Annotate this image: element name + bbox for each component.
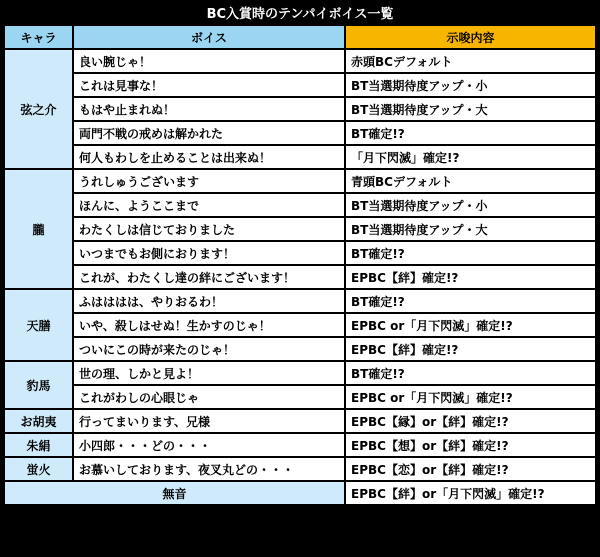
table-row: [5, 434, 595, 456]
voice-cell: ついにこの時が来たのじゃ！: [74, 338, 344, 360]
table-row: [5, 194, 595, 216]
voice-cell: ふはははは、やりおるわ！: [74, 290, 344, 312]
table-row: [5, 50, 595, 72]
header-row: [5, 26, 595, 48]
voice-cell: 行ってまいります、兄様: [74, 410, 344, 432]
table-row: [5, 266, 595, 288]
table-row: [5, 74, 595, 96]
hint-cell: BT確定!?: [346, 362, 595, 384]
voice-cell: わたくしは信じておりました: [74, 218, 344, 240]
chara-cell: 豹馬: [5, 362, 72, 408]
header-chara: キャラ: [5, 26, 72, 48]
hint-cell: BT当選期待度アップ・大: [346, 98, 595, 120]
voice-cell: 両門不戦の戒めは解かれた: [74, 122, 344, 144]
chara-cell: 弦之介: [5, 50, 72, 168]
voice-cell: これがわしの心眼じゃ: [74, 386, 344, 408]
hint-cell: 青頭BCデフォルト: [346, 170, 595, 192]
table-row: [5, 242, 595, 264]
voice-cell: いつまでもお側におります！: [74, 242, 344, 264]
hint-cell: BT当選期待度アップ・小: [346, 194, 595, 216]
voice-cell: これは見事な！: [74, 74, 344, 96]
voice-cell: 小四郎・・・どの・・・: [74, 434, 344, 456]
voice-table: [3, 24, 597, 506]
chara-cell: 朱絹: [5, 434, 72, 456]
hint-cell: BT当選期待度アップ・小: [346, 74, 595, 96]
table-row: [5, 98, 595, 120]
hint-cell: 「月下閃滅」確定!?: [346, 146, 595, 168]
table-row: [5, 290, 595, 312]
header-voice: ボイス: [74, 26, 344, 48]
chara-cell: 蛍火: [5, 458, 72, 480]
voice-cell: いや、殺しはせぬ！生かすのじゃ！: [74, 314, 344, 336]
chara-cell: お胡夷: [5, 410, 72, 432]
table-row: [5, 338, 595, 360]
table-title: BC入賞時のテンパイボイス一覧: [3, 3, 597, 26]
table-row: [5, 458, 595, 480]
header-hint: 示唆内容: [346, 26, 595, 48]
table-row-mute: [5, 482, 595, 504]
hint-cell: BT確定!?: [346, 290, 595, 312]
voice-cell: 良い腕じゃ！: [74, 50, 344, 72]
table-row: [5, 314, 595, 336]
table-row: [5, 386, 595, 408]
table-row: [5, 122, 595, 144]
chara-cell: 天膳: [5, 290, 72, 360]
table-row: [5, 218, 595, 240]
voice-cell: 何人もわしを止めることは出来ぬ！: [74, 146, 344, 168]
chara-cell: 朧: [5, 170, 72, 288]
table-row: [5, 146, 595, 168]
table-row: [5, 362, 595, 384]
hint-cell: EPBC【想】or【絆】確定!?: [346, 434, 595, 456]
hint-cell: EPBC or「月下閃滅」確定!?: [346, 314, 595, 336]
table-row: [5, 410, 595, 432]
hint-cell: EPBC【絆】確定!?: [346, 338, 595, 360]
hint-cell: EPBC【縁】or【絆】確定!?: [346, 410, 595, 432]
voice-cell: お慕いしております、夜叉丸どの・・・: [74, 458, 344, 480]
hint-cell: EPBC【恋】or【絆】確定!?: [346, 458, 595, 480]
hint-cell: BT確定!?: [346, 122, 595, 144]
table-row: [5, 170, 595, 192]
voice-cell: もはや止まれぬ！: [74, 98, 344, 120]
hint-cell: BT当選期待度アップ・大: [346, 218, 595, 240]
voice-cell: これが、わたくし達の絆にございます！: [74, 266, 344, 288]
voice-cell: うれしゅうございます: [74, 170, 344, 192]
hint-cell: EPBC or「月下閃滅」確定!?: [346, 386, 595, 408]
hint-cell: EPBC【絆】確定!?: [346, 266, 595, 288]
mute-label: 無音: [5, 482, 344, 504]
hint-cell: EPBC【絆】or「月下閃滅」確定!?: [346, 482, 595, 504]
hint-cell: BT確定!?: [346, 242, 595, 264]
voice-cell: ほんに、ようここまで: [74, 194, 344, 216]
voice-cell: 世の理、しかと見よ！: [74, 362, 344, 384]
hint-cell: 赤頭BCデフォルト: [346, 50, 595, 72]
